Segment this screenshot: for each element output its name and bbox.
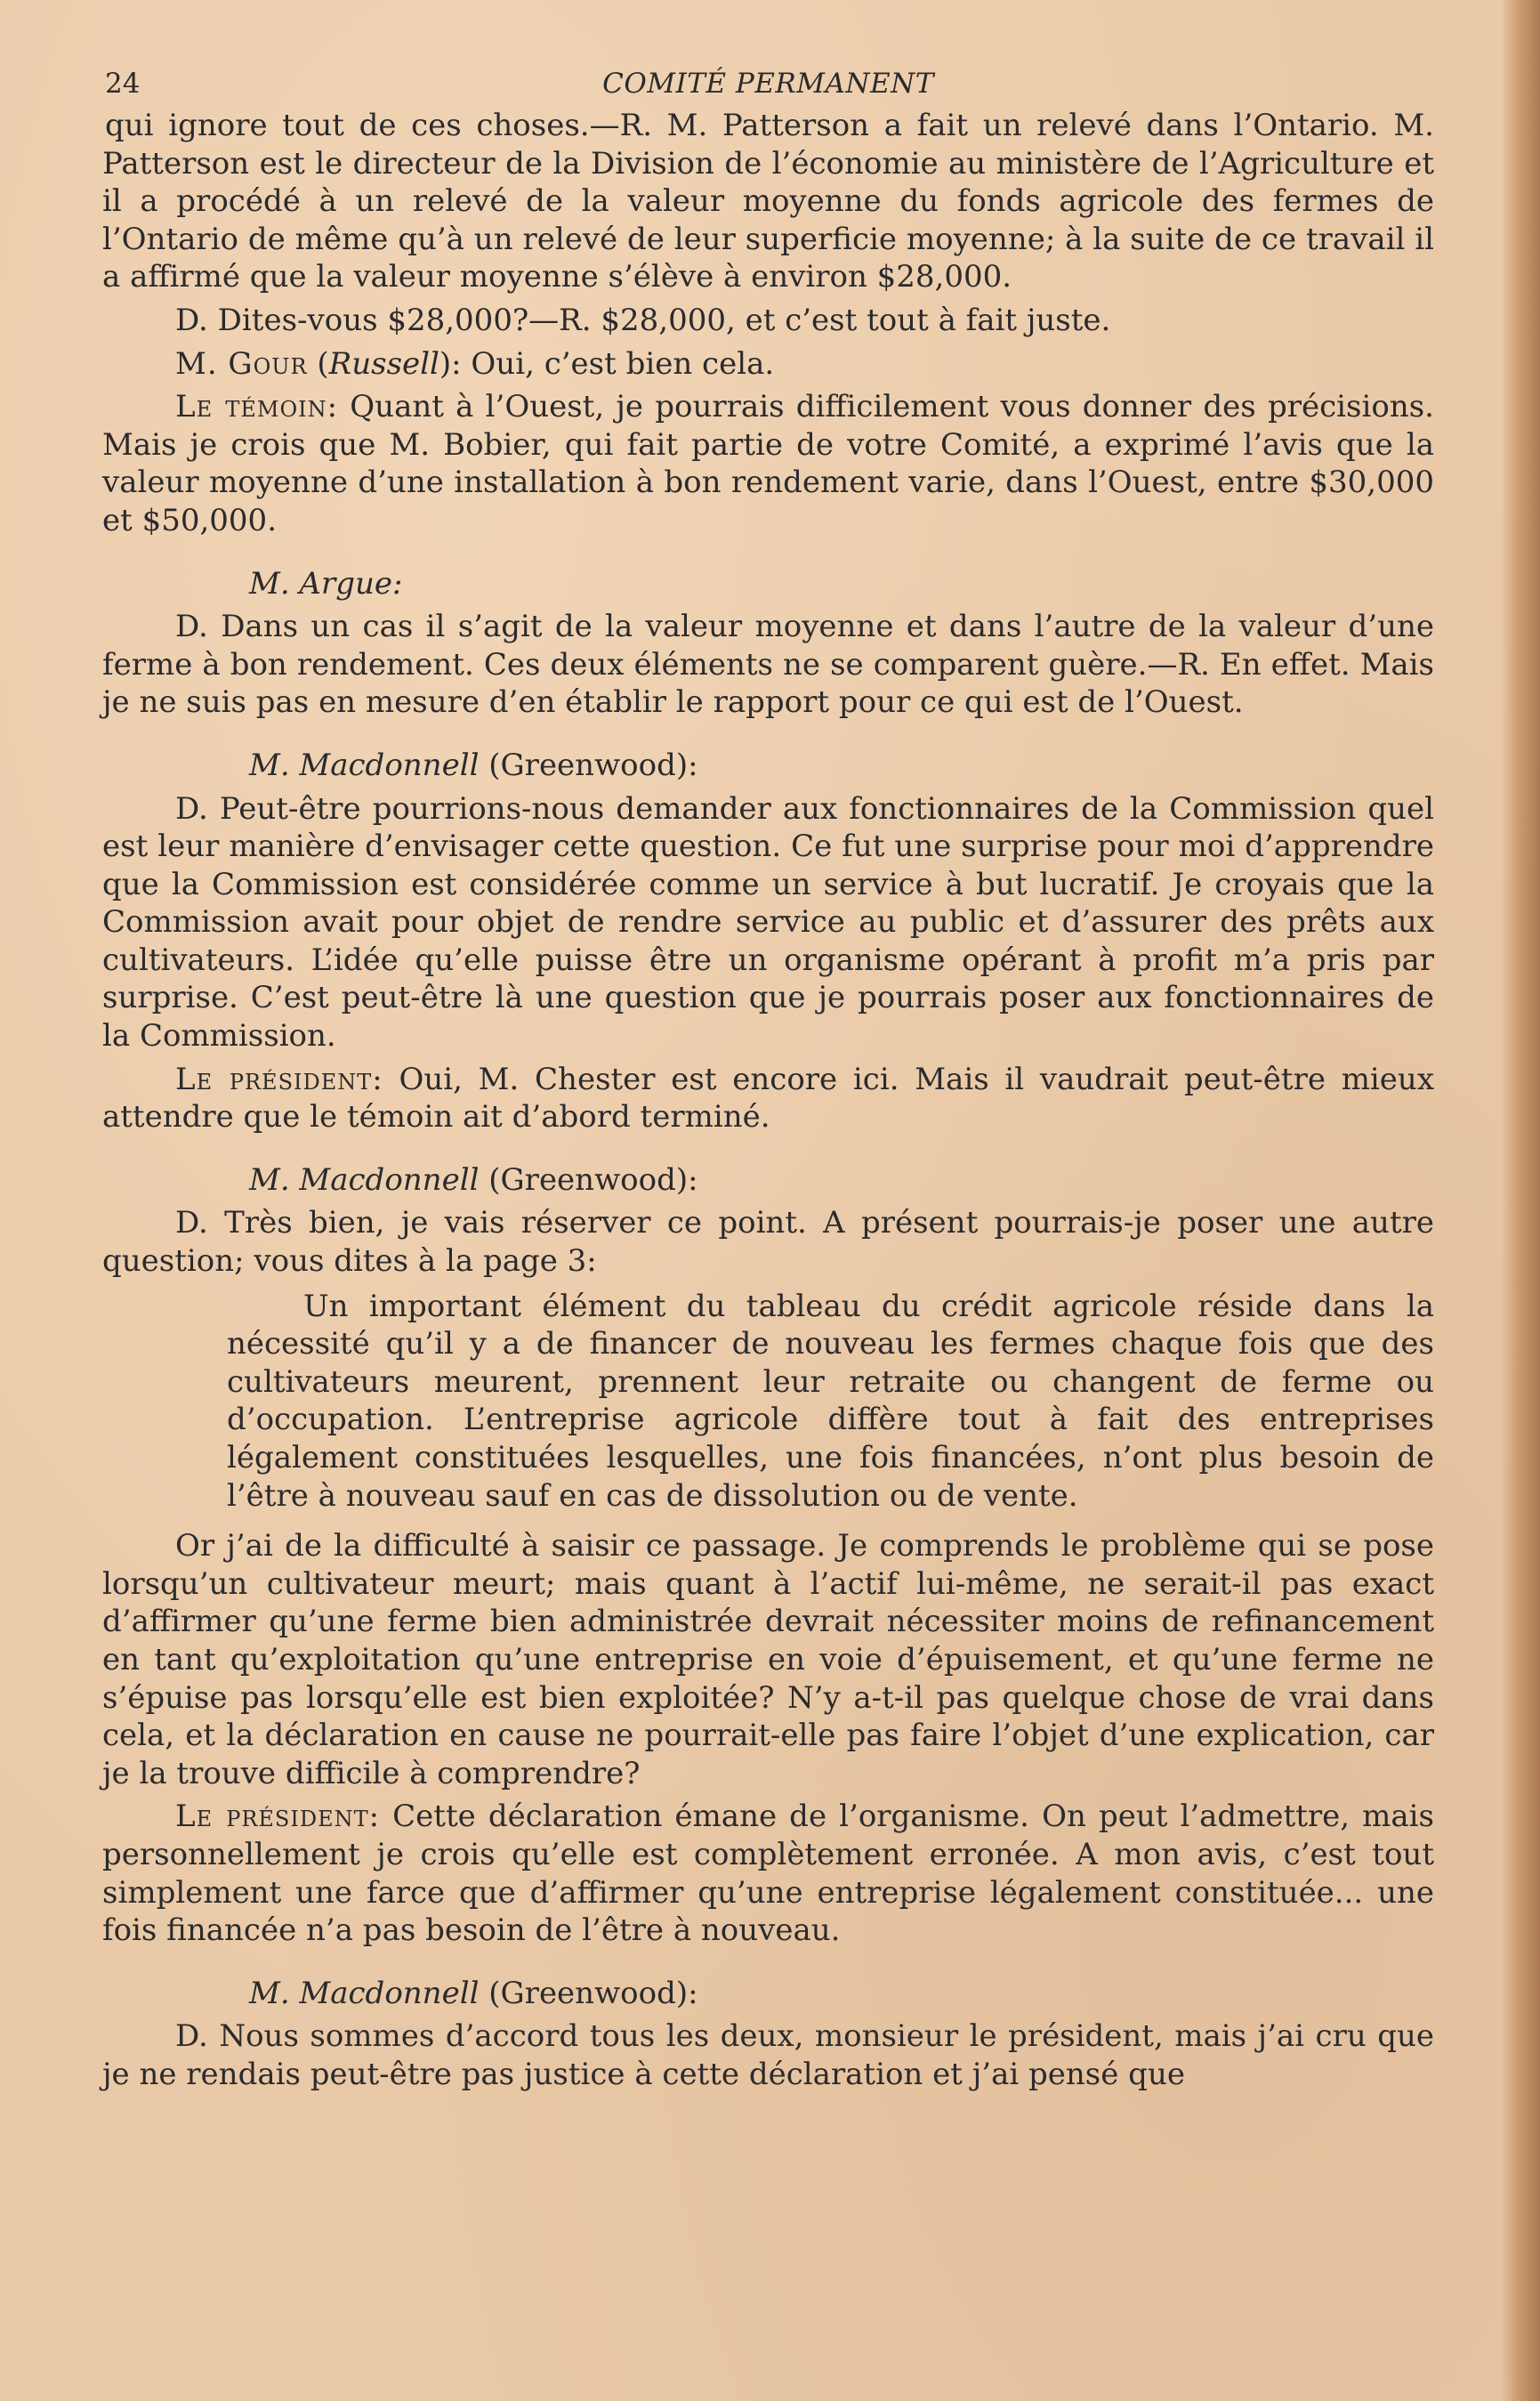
page-number: 24 <box>105 68 141 100</box>
document-body <box>102 107 1434 2094</box>
speaker-heading-riding: (Greenwood): <box>479 747 698 783</box>
paragraph: Or j’ai de la difficulté à saisir ce passage. Je comprends le problème qui se pose lorsqu’un cultivateur meurt; mais quant à l’actif lui-même, ne serait-il pas exact d’affirmer qu’une ferme bien administrée devrait nécessiter moins de refinancement en tant qu’exploitation qu’une entreprise en voie d’épuisement, et qu’une ferme ne s’épuise pas lorsqu’elle est bien exploitée? N’y a-t-il pas quelque chose de vrai dans cela, et la déclaration en cause ne pourrait-elle pas faire l’objet d’une explication, car je la trouve difficile à comprendre? <box>102 1528 1434 1791</box>
paragraph: D. Dans un cas il s’agit de la valeur moyenne et dans l’autre de la valeur d’une ferme à bon rendement. Ces deux éléments ne se comparent guère.—R. En effet. Mais je ne suis pas en mesure d’en établir le rapport pour ce qui est de l’Ouest. <box>102 609 1434 721</box>
paragraph: M. Gour (Russell): Oui, c’est bien cela. <box>175 345 775 382</box>
speaker-name: Le témoin: <box>175 389 339 425</box>
paragraph-text: Cette déclaration émane de l’organisme. On peut l’admettre, mais personnellement je crois qu’elle est complètement erronée. A mon avis, c’est tout simplement une farce que d’affirmer qu’une entreprise légalement constituée... une fois financée n’a pas besoin de l’être à nouveau. <box>102 1799 1434 1949</box>
speaker-heading <box>102 747 1434 785</box>
paragraph: D. Très bien, je vais réserver ce point. A présent pourrais-je poser une autre question; vous dites à la page 3: <box>102 1205 1434 1280</box>
paragraph: qui ignore tout de ces choses.—R. M. Patterson a fait un relevé dans l’Ontario. M. Patterson est le directeur de la Division de l’économie au ministère de l’Agriculture et il a procédé à un relevé de la valeur moyenne du fonds agricole des fermes de l’Ontario de même qu’à un relevé de leur superficie moyenne; à la suite de ce travail il a affirmé que la valeur moyenne s’élève à environ $28,000. <box>102 108 1434 295</box>
paragraph: D. Peut-être pourrions-nous demander aux fonctionnaires de la Commission quel est leur manière d’envisager cette question. Ce fut une surprise pour moi d’apprendre que la Commission est considérée comme un service à but lucratif. Je croyais que la Commission avait pour objet de rendre service au public et d’assurer des prêts aux cultivateurs. L’idée qu’elle puisse être un organisme opérant à profit m’a pris par surprise. C’est peut-être là une question que je pourrais poser aux fonctionnaires de la Commission. <box>102 790 1434 1055</box>
speaker-heading <box>102 1161 1434 1200</box>
paragraph <box>102 1798 1434 1949</box>
running-title: COMITÉ PERMANENT <box>602 68 934 100</box>
speaker-heading-riding: (Greenwood): <box>479 1161 698 1198</box>
speaker-heading-name: M. Macdonnell <box>249 1975 480 2011</box>
page-edge-shadow <box>1501 0 1540 2401</box>
paragraph <box>102 1061 1434 1136</box>
paragraph <box>102 388 1434 539</box>
paragraph-text: Oui, M. Chester est encore ici. Mais il vaudrait peut-être mieux attendre que le témoin ait d’abord terminé. <box>102 1061 1434 1136</box>
paragraph-text: Quant à l’Ouest, je pourrais difficilement vous donner des précisions. Mais je crois que M. Bobier, qui fait partie de votre Comité, a exprimé l’avis que la valeur moyenne d’une installation à bon rendement varie, dans l’Ouest, entre $30,000 et $50,000. <box>102 389 1434 538</box>
riding-name: Russell <box>328 345 439 382</box>
block-quote: Un important élément du tableau du crédit agricole réside dans la nécessité qu’il y a de financer de nouveau les fermes chaque fois que des cultivateurs meurent, prennent leur retraite ou changent de ferme ou d’occupation. L’entreprise agricole diffère tout à fait des entreprises légalement constituées lesquelles, une fois financées, n’ont plus besoin de l’être à nouveau sauf en cas de dissolution ou de vente. <box>227 1288 1434 1514</box>
paragraph: D. Nous sommes d’accord tous les deux, monsieur le président, mais j’ai cru que je ne rendais peut-être pas justice à cette déclaration et j’ai pensé que <box>102 2018 1434 2092</box>
paragraph: D. Dites-vous $28,000?—R. $28,000, et c’est tout à fait juste. <box>175 302 1111 338</box>
paragraph-text: : Oui, c’est bien cela. <box>451 345 775 382</box>
speaker-name: Le président: <box>175 1061 383 1097</box>
speaker-heading-name: M. Argue: <box>249 565 403 602</box>
speaker-heading-name: M. Macdonnell <box>249 1161 480 1198</box>
speaker-heading <box>102 1975 1434 2013</box>
speaker-heading <box>102 565 1434 603</box>
page-header <box>102 62 1434 107</box>
speaker-name: M. Gour <box>175 345 308 382</box>
speaker-heading-name: M. Macdonnell <box>249 747 480 783</box>
speaker-name: Le président: <box>175 1799 381 1835</box>
speaker-heading-riding: (Greenwood): <box>479 1975 698 2011</box>
document-page <box>102 62 1434 2099</box>
